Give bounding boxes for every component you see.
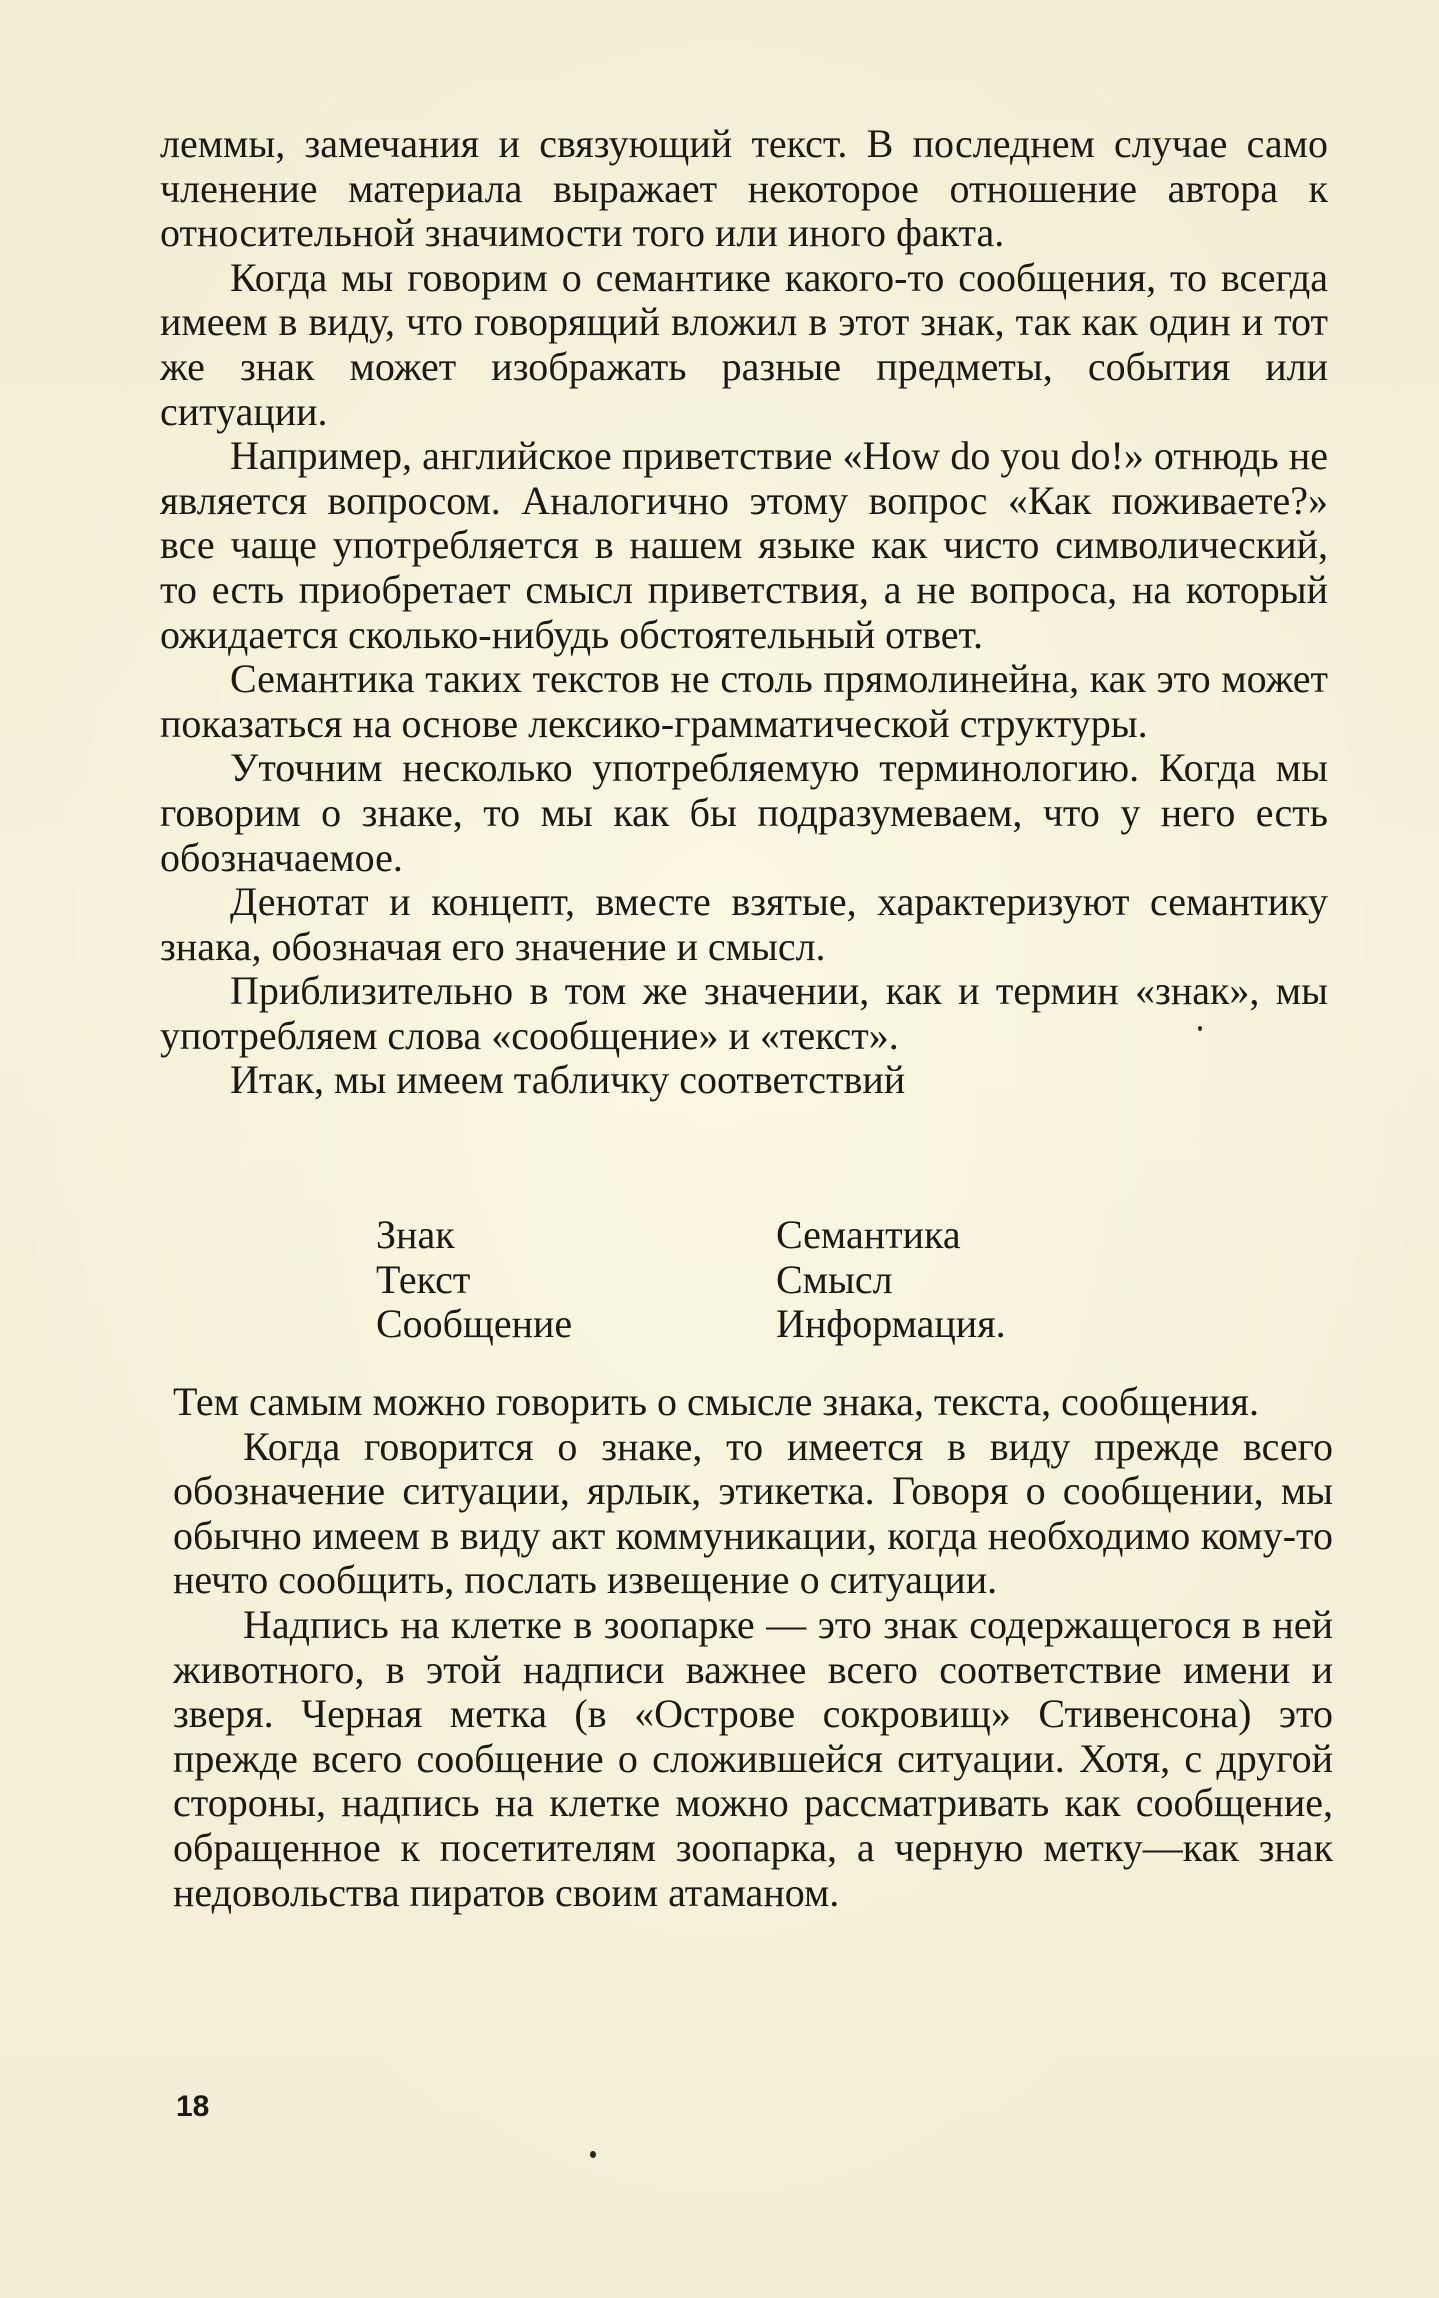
paragraph-8: Итак, мы имеем табличку соответствий	[230, 1057, 906, 1103]
paragraph-4: Семантика таких текстов не столь прямолинейна, как это может показаться на основе лексико-грамматической структуры.	[160, 656, 1328, 746]
paragraph-10: Когда говорится о знаке, то имеется в виду прежде всего обозначение ситуации, ярлык, этикетка. Говоря о сообщении, мы обычно имеем в виду акт коммуникации, когда необходимо кому-то нечто сообщить, послать извещение о ситуации.	[173, 1423, 1333, 1603]
paragraph-1: леммы, замечания и связующий текст. В последнем случае само членение материала выражает некоторое отношение автора к относительной значимости того или иного факта.	[160, 121, 1328, 256]
main-text-top	[160, 122, 1328, 1103]
table-cell-right: Смысл	[776, 1256, 893, 1302]
paragraph-9: Тем самым можно говорить о смысле знака, текста, сообщения.	[173, 1379, 1259, 1424]
table-cell-right: Информация.	[776, 1301, 1006, 1347]
table-row	[376, 1213, 1076, 1258]
paragraph-6: Денотат и концепт, вместе взятые, характеризуют семантику знака, обозначая его значение и смысл.	[160, 879, 1328, 969]
paragraph-11: Надпись на клетке в зоопарке — это знак содержащегося в ней животного, в этой надписи важнее всего соответствие имени и зверя. Черная метка (в «Острове сокровищ» Стивенсона) это прежде всего сообщение о сложившейся ситуации. Хотя, с другой стороны, надпись на клетке можно рассматривать как сообщение, обращенное к посетителям зоопарка, а черную метку—как знак недовольства пиратов своим атаманом.	[173, 1601, 1333, 1915]
page-number: 18	[176, 2090, 210, 2123]
table-cell-right: Семантика	[776, 1212, 961, 1257]
paragraph-2: Когда мы говорим о семантике какого-то сообщения, то всегда имеем в виду, что говорящий вложил в этот знак, так как один и тот же знак может изображать разные предметы, события или ситуации.	[160, 254, 1328, 434]
table-row	[376, 1258, 1076, 1303]
ink-speck-decoration	[1198, 1026, 1202, 1031]
table-row	[376, 1302, 1076, 1347]
paragraph-5: Уточним несколько употребляемую терминологию. Когда мы говорим о знаке, то мы как бы подразумеваем, что у него есть обозначаемое.	[160, 745, 1328, 880]
table-cell-left: Текст	[376, 1256, 471, 1302]
table-cell-left: Знак	[376, 1212, 455, 1257]
ink-speck-decoration	[590, 2151, 596, 2158]
correspondence-table	[376, 1213, 1076, 1347]
paragraph-3: Например, английское приветствие «How do you do!» отнюдь не является вопросом. Аналогично этому вопрос «Как поживаете?» все чаще употребляется в нашем языке как чисто символический, то есть приобретает смысл приветствия, а не вопроса, на который ожидается сколько-нибудь обстоятельный ответ.	[160, 433, 1328, 657]
table-cell-left: Сообщение	[376, 1301, 573, 1347]
main-text-bottom	[173, 1380, 1333, 1915]
paragraph-7: Приблизительно в том же значении, как и термин «знак», мы употребляем слова «сообщение» и «текст».	[160, 968, 1328, 1058]
